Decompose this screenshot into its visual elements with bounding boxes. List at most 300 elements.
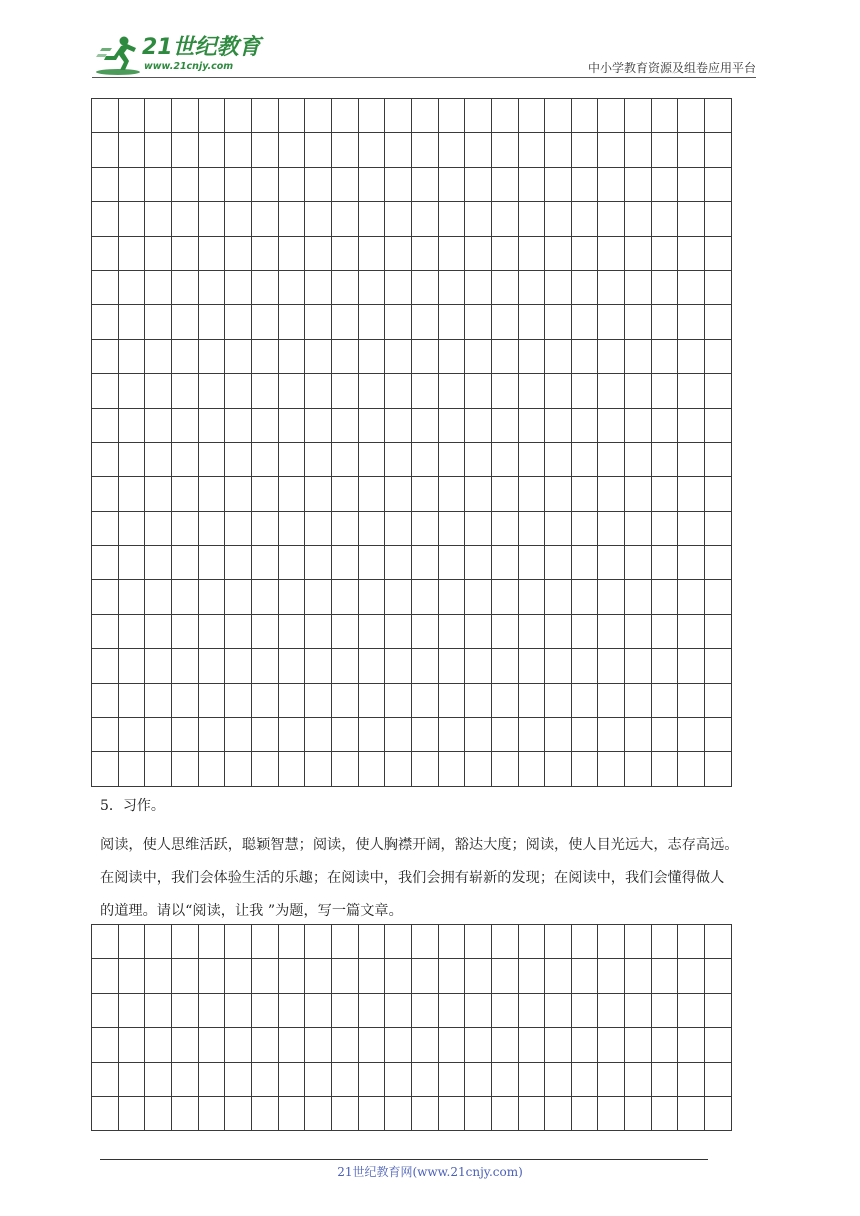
grid-cell[interactable] — [571, 614, 598, 648]
grid-cell[interactable] — [118, 1028, 145, 1062]
grid-cell[interactable] — [278, 959, 305, 993]
grid-cell[interactable] — [518, 477, 545, 511]
grid-cell[interactable] — [385, 925, 412, 959]
grid-cell[interactable] — [358, 546, 385, 580]
grid-cell[interactable] — [465, 99, 492, 133]
grid-cell[interactable] — [518, 614, 545, 648]
grid-cell[interactable] — [651, 718, 678, 752]
grid-cell[interactable] — [411, 580, 438, 614]
grid-cell[interactable] — [198, 683, 225, 717]
grid-cell[interactable] — [545, 167, 572, 201]
grid-cell[interactable] — [171, 993, 198, 1027]
grid-cell[interactable] — [518, 683, 545, 717]
grid-cell[interactable] — [625, 718, 652, 752]
grid-cell[interactable] — [118, 752, 145, 786]
grid-cell[interactable] — [438, 1096, 465, 1130]
grid-cell[interactable] — [438, 546, 465, 580]
grid-cell[interactable] — [145, 339, 172, 373]
grid-cell[interactable] — [385, 167, 412, 201]
grid-cell[interactable] — [251, 925, 278, 959]
grid-cell[interactable] — [625, 1028, 652, 1062]
grid-cell[interactable] — [225, 477, 252, 511]
grid-cell[interactable] — [438, 1062, 465, 1096]
grid-cell[interactable] — [385, 959, 412, 993]
grid-cell[interactable] — [651, 925, 678, 959]
grid-cell[interactable] — [225, 580, 252, 614]
grid-cell[interactable] — [678, 580, 705, 614]
grid-cell[interactable] — [278, 1028, 305, 1062]
grid-cell[interactable] — [438, 442, 465, 476]
grid-cell[interactable] — [518, 925, 545, 959]
grid-cell[interactable] — [678, 511, 705, 545]
grid-cell[interactable] — [198, 1096, 225, 1130]
grid-cell[interactable] — [545, 925, 572, 959]
grid-cell[interactable] — [411, 649, 438, 683]
grid-cell[interactable] — [198, 202, 225, 236]
grid-cell[interactable] — [171, 167, 198, 201]
grid-cell[interactable] — [251, 167, 278, 201]
grid-cell[interactable] — [598, 511, 625, 545]
grid-cell[interactable] — [251, 993, 278, 1027]
grid-cell[interactable] — [278, 133, 305, 167]
grid-cell[interactable] — [571, 167, 598, 201]
grid-cell[interactable] — [385, 993, 412, 1027]
grid-cell[interactable] — [92, 959, 119, 993]
grid-cell[interactable] — [118, 718, 145, 752]
grid-cell[interactable] — [278, 752, 305, 786]
grid-cell[interactable] — [385, 614, 412, 648]
grid-cell[interactable] — [171, 477, 198, 511]
grid-cell[interactable] — [305, 718, 332, 752]
grid-cell[interactable] — [198, 442, 225, 476]
grid-cell[interactable] — [225, 408, 252, 442]
grid-cell[interactable] — [411, 1028, 438, 1062]
grid-cell[interactable] — [438, 993, 465, 1027]
grid-cell[interactable] — [491, 752, 518, 786]
grid-cell[interactable] — [678, 305, 705, 339]
grid-cell[interactable] — [705, 993, 732, 1027]
grid-cell[interactable] — [625, 993, 652, 1027]
grid-cell[interactable] — [305, 546, 332, 580]
grid-cell[interactable] — [92, 752, 119, 786]
grid-cell[interactable] — [225, 270, 252, 304]
grid-cell[interactable] — [385, 202, 412, 236]
grid-cell[interactable] — [598, 270, 625, 304]
grid-cell[interactable] — [171, 374, 198, 408]
grid-cell[interactable] — [171, 546, 198, 580]
grid-cell[interactable] — [705, 133, 732, 167]
grid-cell[interactable] — [705, 270, 732, 304]
grid-cell[interactable] — [518, 959, 545, 993]
grid-cell[interactable] — [118, 546, 145, 580]
grid-cell[interactable] — [225, 442, 252, 476]
grid-cell[interactable] — [118, 374, 145, 408]
grid-cell[interactable] — [705, 683, 732, 717]
grid-cell[interactable] — [118, 1096, 145, 1130]
grid-cell[interactable] — [545, 683, 572, 717]
grid-cell[interactable] — [571, 408, 598, 442]
grid-cell[interactable] — [145, 752, 172, 786]
grid-cell[interactable] — [305, 959, 332, 993]
grid-cell[interactable] — [438, 614, 465, 648]
grid-cell[interactable] — [278, 270, 305, 304]
grid-cell[interactable] — [225, 305, 252, 339]
grid-cell[interactable] — [331, 374, 358, 408]
grid-cell[interactable] — [518, 1096, 545, 1130]
grid-cell[interactable] — [678, 649, 705, 683]
grid-cell[interactable] — [118, 614, 145, 648]
grid-cell[interactable] — [171, 408, 198, 442]
grid-cell[interactable] — [571, 649, 598, 683]
grid-cell[interactable] — [491, 133, 518, 167]
grid-cell[interactable] — [518, 167, 545, 201]
grid-cell[interactable] — [598, 477, 625, 511]
grid-cell[interactable] — [518, 202, 545, 236]
grid-cell[interactable] — [705, 1062, 732, 1096]
grid-cell[interactable] — [598, 580, 625, 614]
grid-cell[interactable] — [145, 511, 172, 545]
grid-cell[interactable] — [171, 133, 198, 167]
grid-cell[interactable] — [251, 270, 278, 304]
grid-cell[interactable] — [598, 683, 625, 717]
grid-cell[interactable] — [438, 167, 465, 201]
grid-cell[interactable] — [171, 442, 198, 476]
grid-cell[interactable] — [598, 649, 625, 683]
grid-cell[interactable] — [358, 270, 385, 304]
grid-cell[interactable] — [598, 99, 625, 133]
grid-cell[interactable] — [705, 580, 732, 614]
grid-cell[interactable] — [145, 133, 172, 167]
grid-cell[interactable] — [651, 408, 678, 442]
grid-cell[interactable] — [598, 408, 625, 442]
grid-cell[interactable] — [331, 1096, 358, 1130]
grid-cell[interactable] — [305, 133, 332, 167]
grid-cell[interactable] — [651, 546, 678, 580]
grid-cell[interactable] — [145, 580, 172, 614]
grid-cell[interactable] — [251, 1028, 278, 1062]
grid-cell[interactable] — [278, 718, 305, 752]
grid-cell[interactable] — [278, 1062, 305, 1096]
grid-cell[interactable] — [92, 374, 119, 408]
grid-cell[interactable] — [92, 925, 119, 959]
grid-cell[interactable] — [225, 99, 252, 133]
grid-cell[interactable] — [145, 270, 172, 304]
grid-cell[interactable] — [411, 993, 438, 1027]
grid-cell[interactable] — [358, 718, 385, 752]
grid-cell[interactable] — [651, 477, 678, 511]
grid-cell[interactable] — [92, 270, 119, 304]
grid-cell[interactable] — [385, 718, 412, 752]
grid-cell[interactable] — [491, 408, 518, 442]
grid-cell[interactable] — [385, 339, 412, 373]
grid-cell[interactable] — [358, 408, 385, 442]
grid-cell[interactable] — [651, 133, 678, 167]
grid-cell[interactable] — [651, 236, 678, 270]
grid-cell[interactable] — [411, 202, 438, 236]
grid-cell[interactable] — [545, 959, 572, 993]
grid-cell[interactable] — [278, 649, 305, 683]
grid-cell[interactable] — [651, 99, 678, 133]
grid-cell[interactable] — [571, 374, 598, 408]
grid-cell[interactable] — [625, 1096, 652, 1130]
grid-cell[interactable] — [171, 270, 198, 304]
grid-cell[interactable] — [598, 614, 625, 648]
grid-cell[interactable] — [385, 236, 412, 270]
grid-cell[interactable] — [678, 270, 705, 304]
grid-cell[interactable] — [571, 683, 598, 717]
grid-cell[interactable] — [545, 546, 572, 580]
grid-cell[interactable] — [678, 718, 705, 752]
grid-cell[interactable] — [705, 614, 732, 648]
grid-cell[interactable] — [465, 374, 492, 408]
grid-cell[interactable] — [145, 925, 172, 959]
grid-cell[interactable] — [438, 683, 465, 717]
grid-cell[interactable] — [705, 925, 732, 959]
grid-cell[interactable] — [491, 511, 518, 545]
grid-cell[interactable] — [411, 167, 438, 201]
grid-cell[interactable] — [145, 683, 172, 717]
grid-cell[interactable] — [465, 236, 492, 270]
grid-cell[interactable] — [251, 511, 278, 545]
grid-cell[interactable] — [651, 649, 678, 683]
grid-cell[interactable] — [545, 236, 572, 270]
grid-cell[interactable] — [385, 683, 412, 717]
grid-cell[interactable] — [491, 99, 518, 133]
grid-cell[interactable] — [625, 546, 652, 580]
grid-cell[interactable] — [118, 925, 145, 959]
grid-cell[interactable] — [411, 614, 438, 648]
grid-cell[interactable] — [358, 477, 385, 511]
grid-cell[interactable] — [251, 614, 278, 648]
grid-cell[interactable] — [545, 1062, 572, 1096]
grid-cell[interactable] — [411, 1062, 438, 1096]
grid-cell[interactable] — [385, 511, 412, 545]
grid-cell[interactable] — [411, 959, 438, 993]
grid-cell[interactable] — [571, 993, 598, 1027]
grid-cell[interactable] — [411, 133, 438, 167]
grid-cell[interactable] — [145, 202, 172, 236]
grid-cell[interactable] — [358, 649, 385, 683]
grid-cell[interactable] — [518, 408, 545, 442]
grid-cell[interactable] — [705, 1028, 732, 1062]
footer-link[interactable]: 21世纪教育网(www.21cnjy.com) — [337, 1165, 523, 1179]
grid-cell[interactable] — [545, 580, 572, 614]
grid-cell[interactable] — [118, 99, 145, 133]
grid-cell[interactable] — [571, 511, 598, 545]
grid-cell[interactable] — [278, 1096, 305, 1130]
grid-cell[interactable] — [625, 270, 652, 304]
grid-cell[interactable] — [651, 511, 678, 545]
grid-cell[interactable] — [305, 1062, 332, 1096]
grid-cell[interactable] — [358, 925, 385, 959]
grid-cell[interactable] — [438, 99, 465, 133]
grid-cell[interactable] — [225, 959, 252, 993]
grid-cell[interactable] — [465, 477, 492, 511]
grid-cell[interactable] — [305, 477, 332, 511]
grid-cell[interactable] — [678, 236, 705, 270]
grid-cell[interactable] — [251, 959, 278, 993]
grid-cell[interactable] — [491, 202, 518, 236]
grid-cell[interactable] — [651, 374, 678, 408]
grid-cell[interactable] — [92, 339, 119, 373]
grid-cell[interactable] — [678, 925, 705, 959]
grid-cell[interactable] — [198, 1062, 225, 1096]
grid-cell[interactable] — [625, 99, 652, 133]
grid-cell[interactable] — [491, 993, 518, 1027]
grid-cell[interactable] — [705, 305, 732, 339]
grid-cell[interactable] — [625, 1062, 652, 1096]
grid-cell[interactable] — [625, 374, 652, 408]
grid-cell[interactable] — [171, 683, 198, 717]
grid-cell[interactable] — [571, 442, 598, 476]
grid-cell[interactable] — [92, 683, 119, 717]
grid-cell[interactable] — [625, 202, 652, 236]
writing-grid-top[interactable] — [91, 98, 732, 787]
grid-cell[interactable] — [491, 1062, 518, 1096]
grid-cell[interactable] — [411, 1096, 438, 1130]
grid-cell[interactable] — [678, 959, 705, 993]
grid-cell[interactable] — [438, 236, 465, 270]
grid-cell[interactable] — [358, 511, 385, 545]
grid-cell[interactable] — [198, 752, 225, 786]
grid-cell[interactable] — [278, 925, 305, 959]
grid-cell[interactable] — [651, 1062, 678, 1096]
grid-cell[interactable] — [198, 339, 225, 373]
grid-cell[interactable] — [678, 442, 705, 476]
grid-cell[interactable] — [518, 546, 545, 580]
grid-cell[interactable] — [465, 1096, 492, 1130]
grid-cell[interactable] — [331, 442, 358, 476]
grid-cell[interactable] — [278, 305, 305, 339]
grid-cell[interactable] — [598, 374, 625, 408]
grid-cell[interactable] — [305, 993, 332, 1027]
grid-cell[interactable] — [331, 649, 358, 683]
grid-cell[interactable] — [171, 1096, 198, 1130]
grid-cell[interactable] — [705, 649, 732, 683]
grid-cell[interactable] — [171, 511, 198, 545]
grid-cell[interactable] — [598, 305, 625, 339]
grid-cell[interactable] — [545, 752, 572, 786]
grid-cell[interactable] — [331, 683, 358, 717]
grid-cell[interactable] — [331, 718, 358, 752]
grid-cell[interactable] — [571, 477, 598, 511]
grid-cell[interactable] — [331, 752, 358, 786]
grid-cell[interactable] — [305, 1096, 332, 1130]
grid-cell[interactable] — [92, 649, 119, 683]
grid-cell[interactable] — [278, 511, 305, 545]
grid-cell[interactable] — [545, 511, 572, 545]
grid-cell[interactable] — [545, 477, 572, 511]
grid-cell[interactable] — [571, 959, 598, 993]
grid-cell[interactable] — [198, 959, 225, 993]
grid-cell[interactable] — [705, 718, 732, 752]
grid-cell[interactable] — [465, 580, 492, 614]
grid-cell[interactable] — [385, 477, 412, 511]
grid-cell[interactable] — [545, 339, 572, 373]
grid-cell[interactable] — [171, 718, 198, 752]
grid-cell[interactable] — [465, 959, 492, 993]
grid-cell[interactable] — [598, 546, 625, 580]
grid-cell[interactable] — [651, 305, 678, 339]
grid-cell[interactable] — [92, 546, 119, 580]
grid-cell[interactable] — [571, 1062, 598, 1096]
grid-cell[interactable] — [651, 1096, 678, 1130]
grid-cell[interactable] — [465, 649, 492, 683]
grid-cell[interactable] — [411, 752, 438, 786]
grid-cell[interactable] — [278, 477, 305, 511]
grid-cell[interactable] — [678, 752, 705, 786]
grid-cell[interactable] — [145, 546, 172, 580]
grid-cell[interactable] — [491, 1096, 518, 1130]
grid-cell[interactable] — [491, 683, 518, 717]
grid-cell[interactable] — [145, 236, 172, 270]
grid-cell[interactable] — [411, 546, 438, 580]
grid-cell[interactable] — [118, 305, 145, 339]
grid-cell[interactable] — [305, 339, 332, 373]
grid-cell[interactable] — [278, 580, 305, 614]
grid-cell[interactable] — [251, 99, 278, 133]
grid-cell[interactable] — [251, 339, 278, 373]
grid-cell[interactable] — [465, 1062, 492, 1096]
grid-cell[interactable] — [278, 236, 305, 270]
grid-cell[interactable] — [571, 1028, 598, 1062]
grid-cell[interactable] — [198, 270, 225, 304]
grid-cell[interactable] — [145, 1028, 172, 1062]
grid-cell[interactable] — [545, 718, 572, 752]
grid-cell[interactable] — [705, 1096, 732, 1130]
grid-cell[interactable] — [331, 270, 358, 304]
grid-cell[interactable] — [198, 167, 225, 201]
grid-cell[interactable] — [118, 408, 145, 442]
grid-cell[interactable] — [411, 683, 438, 717]
grid-cell[interactable] — [411, 99, 438, 133]
grid-cell[interactable] — [678, 202, 705, 236]
grid-cell[interactable] — [438, 752, 465, 786]
grid-cell[interactable] — [518, 993, 545, 1027]
grid-cell[interactable] — [625, 959, 652, 993]
grid-cell[interactable] — [598, 236, 625, 270]
grid-cell[interactable] — [92, 1062, 119, 1096]
grid-cell[interactable] — [305, 649, 332, 683]
grid-cell[interactable] — [118, 1062, 145, 1096]
grid-cell[interactable] — [625, 477, 652, 511]
grid-cell[interactable] — [198, 649, 225, 683]
grid-cell[interactable] — [171, 305, 198, 339]
grid-cell[interactable] — [598, 959, 625, 993]
grid-cell[interactable] — [118, 511, 145, 545]
writing-grid-bottom[interactable] — [91, 924, 732, 1131]
grid-cell[interactable] — [118, 236, 145, 270]
grid-cell[interactable] — [171, 649, 198, 683]
grid-cell[interactable] — [571, 752, 598, 786]
grid-cell[interactable] — [705, 236, 732, 270]
grid-cell[interactable] — [92, 408, 119, 442]
grid-cell[interactable] — [651, 959, 678, 993]
grid-cell[interactable] — [331, 477, 358, 511]
grid-cell[interactable] — [145, 167, 172, 201]
grid-cell[interactable] — [625, 683, 652, 717]
grid-cell[interactable] — [92, 477, 119, 511]
grid-cell[interactable] — [411, 339, 438, 373]
grid-cell[interactable] — [358, 442, 385, 476]
grid-cell[interactable] — [305, 305, 332, 339]
grid-cell[interactable] — [491, 1028, 518, 1062]
grid-cell[interactable] — [385, 305, 412, 339]
grid-cell[interactable] — [305, 202, 332, 236]
grid-cell[interactable] — [385, 649, 412, 683]
grid-cell[interactable] — [278, 374, 305, 408]
grid-cell[interactable] — [571, 339, 598, 373]
